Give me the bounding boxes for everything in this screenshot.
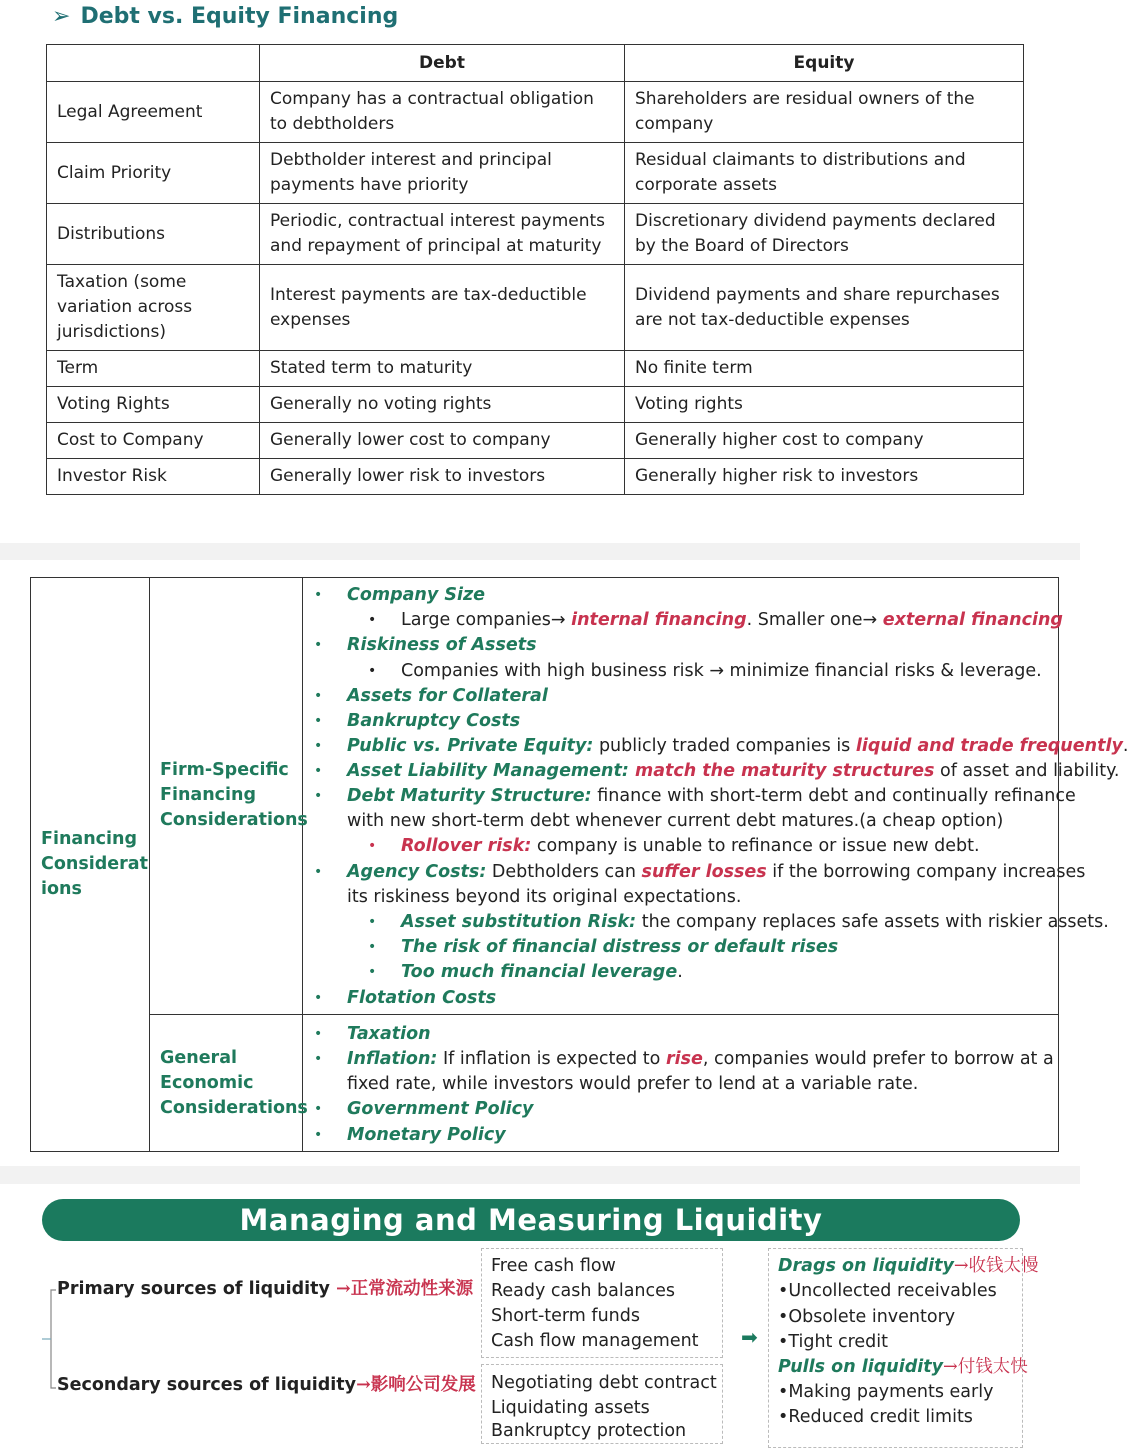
- row-label: Distributions: [47, 204, 260, 265]
- equity-cell: Residual claimants to distributions and corporate assets: [625, 143, 1024, 204]
- drags-label: Drags on liquidity→收钱太慢: [778, 1256, 1039, 1276]
- bullet-icon: •: [314, 637, 323, 653]
- financing-considerations-box: [30, 577, 1128, 1152]
- table-row: [47, 143, 1024, 204]
- arrow-icon: →: [336, 1279, 351, 1299]
- item-monetary-policy: Monetary Policy: [347, 1125, 506, 1145]
- primary-source-item: Short-term funds: [491, 1306, 640, 1326]
- financing-considerations-label: Financing Considerat ions: [41, 829, 148, 899]
- header-equity: Equity: [625, 45, 1024, 82]
- pull-item: •Making payments early: [778, 1382, 994, 1402]
- section-title-text: Debt vs. Equity Financing: [80, 4, 399, 29]
- item-agency-costs: Agency Costs: Debtholders can suffer losses if the borrowing company increases: [347, 862, 1086, 882]
- asset-substitution: Asset substitution Risk: the company replaces safe assets with riskier assets.: [401, 912, 1109, 932]
- row-label: Investor Risk: [47, 459, 260, 495]
- arrow-icon: →: [550, 610, 566, 630]
- equity-cell: No finite term: [625, 351, 1024, 387]
- bullet-icon: •: [314, 688, 323, 704]
- secondary-source-item: Bankruptcy protection: [491, 1421, 687, 1441]
- debt-cell: Interest payments are tax-deductible expenses: [260, 265, 625, 351]
- bullet-icon: •: [368, 964, 377, 980]
- equity-cell: Generally higher risk to investors: [625, 459, 1024, 495]
- bullet-icon: •: [314, 1101, 323, 1117]
- item-inflation: Inflation: If inflation is expected to rise, companies would prefer to borrow at a: [347, 1049, 1054, 1069]
- row-divider: [149, 1014, 1058, 1015]
- section-divider: [0, 1166, 1080, 1184]
- bullet-icon: •: [368, 663, 377, 679]
- bullet-icon: •: [314, 1127, 323, 1143]
- debt-cell: Generally lower risk to investors: [260, 459, 625, 495]
- debt-equity-table: [46, 44, 1024, 495]
- equity-cell: Generally higher cost to company: [625, 423, 1024, 459]
- table-row: [47, 459, 1024, 495]
- column-divider: [149, 578, 150, 1151]
- financial-distress: The risk of financial distress or default rises: [401, 937, 839, 957]
- company-size-detail: Large companies→ internal financing. Smaller one→ external financing: [401, 610, 1063, 630]
- bullet-icon: •: [368, 838, 377, 854]
- item-government-policy: Government Policy: [347, 1099, 534, 1119]
- item-collateral: Assets for Collateral: [347, 686, 548, 706]
- equity-cell: Dividend payments and share repurchases are not tax-deductible expenses: [625, 265, 1024, 351]
- table-row: [47, 82, 1024, 143]
- table-header-row: [47, 45, 1024, 82]
- pull-item: •Reduced credit limits: [778, 1407, 973, 1427]
- primary-sources-label: Primary sources of liquidity →正常流动性来源: [57, 1279, 474, 1299]
- agency-costs-cont: its riskiness beyond its original expectations.: [347, 887, 742, 907]
- item-alm: Asset Liability Management: match the maturity structures of asset and liability.: [347, 761, 1120, 781]
- liquidity-banner: Managing and Measuring Liquidity: [42, 1199, 1020, 1241]
- section-divider: [0, 543, 1080, 560]
- bullet-icon: •: [314, 864, 323, 880]
- item-taxation: Taxation: [347, 1024, 431, 1044]
- row-label: Legal Agreement: [47, 82, 260, 143]
- table-row: [47, 265, 1024, 351]
- row-label: Voting Rights: [47, 387, 260, 423]
- inflation-cont: fixed rate, while investors would prefer to lend at a variable rate.: [347, 1074, 919, 1094]
- item-public-private: Public vs. Private Equity: publicly traded companies is liquid and trade frequently.: [347, 736, 1128, 756]
- arrow-icon: →: [953, 1256, 969, 1276]
- secondary-source-item: Negotiating debt contract: [491, 1373, 717, 1393]
- secondary-source-item: Liquidating assets: [491, 1398, 650, 1418]
- row-label: Claim Priority: [47, 143, 260, 204]
- primary-source-item: Free cash flow: [491, 1256, 616, 1276]
- riskiness-detail: Companies with high business risk → minimize financial risks & leverage.: [401, 661, 1042, 681]
- bullet-icon: •: [368, 914, 377, 930]
- bullet-icon: •: [368, 612, 377, 628]
- financial-leverage: Too much financial leverage.: [401, 962, 683, 982]
- table-row: [47, 351, 1024, 387]
- bullet-icon: •: [314, 788, 323, 804]
- equity-cell: Discretionary dividend payments declared by the Board of Directors: [625, 204, 1024, 265]
- secondary-sources-label: Secondary sources of liquidity→影响公司发展: [57, 1375, 476, 1395]
- debt-cell: Generally no voting rights: [260, 387, 625, 423]
- bullet-icon: •: [314, 738, 323, 754]
- bullet-icon: •: [314, 587, 323, 603]
- bullet-icon: •: [368, 939, 377, 955]
- primary-source-item: Cash flow management: [491, 1331, 699, 1351]
- section-title: [52, 4, 398, 29]
- rollover-risk: Rollover risk: company is unable to refinance or issue new debt.: [401, 836, 980, 856]
- debt-cell: Debtholder interest and principal payments have priority: [260, 143, 625, 204]
- header-empty: [47, 45, 260, 82]
- table-row: [47, 423, 1024, 459]
- arrow-icon: →: [943, 1357, 958, 1377]
- equity-cell: Voting rights: [625, 387, 1024, 423]
- row-label: Cost to Company: [47, 423, 260, 459]
- table-row: [47, 387, 1024, 423]
- firm-specific-label: Firm-Specific Financing Considerations: [160, 760, 308, 830]
- right-arrow-icon: ➡: [741, 1325, 758, 1349]
- drag-item: •Uncollected receivables: [778, 1281, 997, 1301]
- general-economic-label: General Economic Considerations: [160, 1048, 308, 1118]
- debt-cell: Periodic, contractual interest payments and repayment of principal at maturity: [260, 204, 625, 265]
- drag-item: •Tight credit: [778, 1332, 888, 1352]
- equity-cell: Shareholders are residual owners of the company: [625, 82, 1024, 143]
- item-riskiness: Riskiness of Assets: [347, 635, 537, 655]
- arrow-icon: →: [356, 1375, 371, 1395]
- bullet-icon: •: [314, 1026, 323, 1042]
- row-label: Term: [47, 351, 260, 387]
- row-label: Taxation (some variation across jurisdictions): [47, 265, 260, 351]
- item-company-size: Company Size: [347, 585, 486, 605]
- arrow-icon: →: [862, 610, 878, 630]
- bullet-icon: •: [314, 1051, 323, 1067]
- header-debt: Debt: [260, 45, 625, 82]
- debt-maturity-cont: with new short-term debt whenever current debt matures.(a cheap option): [347, 811, 1004, 831]
- primary-source-item: Ready cash balances: [491, 1281, 676, 1301]
- item-debt-maturity: Debt Maturity Structure: finance with short-term debt and continually refinance: [347, 786, 1076, 806]
- pulls-label: Pulls on liquidity→付钱太快: [778, 1357, 1028, 1377]
- bullet-icon: •: [314, 713, 323, 729]
- debt-cell: Stated term to maturity: [260, 351, 625, 387]
- debt-cell: Generally lower cost to company: [260, 423, 625, 459]
- debt-cell: Company has a contractual obligation to debtholders: [260, 82, 625, 143]
- bullet-icon: •: [314, 990, 323, 1006]
- arrow-bullet-icon: ➢: [52, 4, 71, 29]
- table-row: [47, 204, 1024, 265]
- item-bankruptcy: Bankruptcy Costs: [347, 711, 521, 731]
- drag-item: •Obsolete inventory: [778, 1307, 956, 1327]
- item-flotation: Flotation Costs: [347, 988, 497, 1008]
- bullet-icon: •: [314, 763, 323, 779]
